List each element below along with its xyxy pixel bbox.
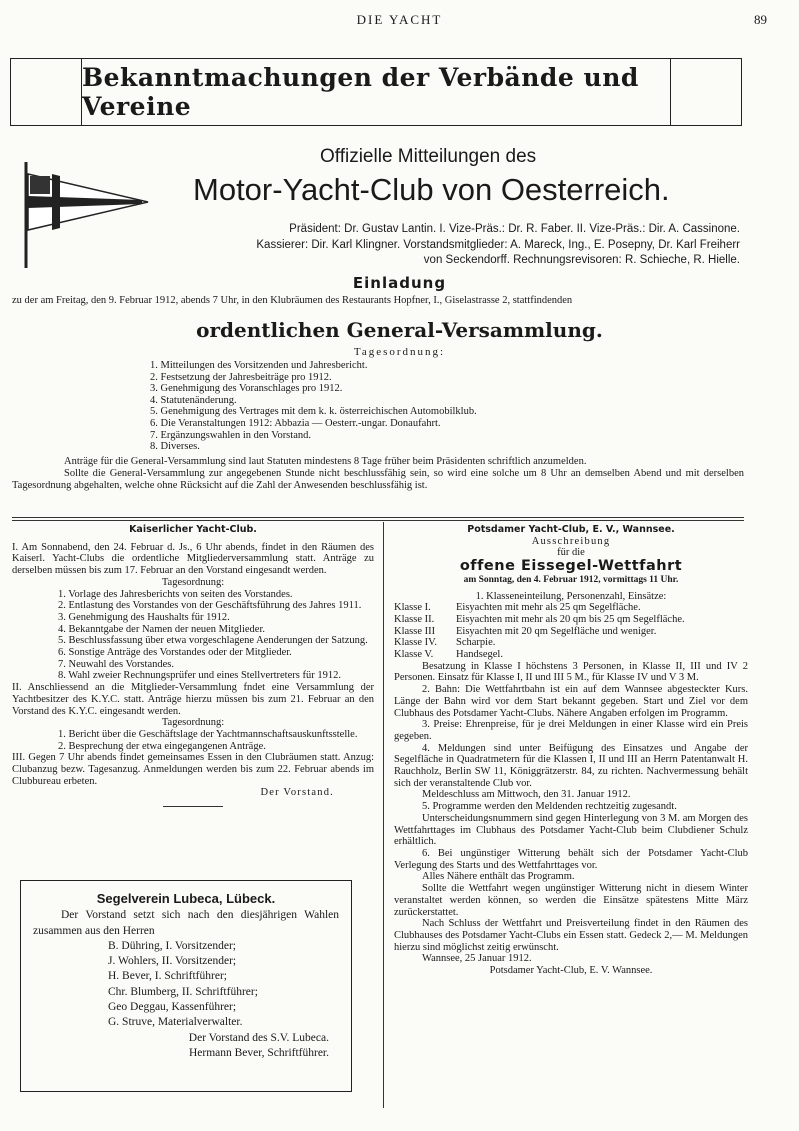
banner-title: Bekanntmachungen der Verbände und Vereine (82, 63, 639, 121)
potsdam-signature: Potsdamer Yacht-Club, E. V. Wannsee. (489, 965, 653, 977)
lubeca-notice (20, 880, 352, 1092)
lubeca-member: J. Wohlers, II. Vorsitzender; (108, 955, 237, 968)
meeting-title: ordentlichen General-Versammlung. (196, 318, 603, 342)
agenda-item: 5. Genehmigung des Vertrages mit dem k. k. österreichischen Automobilklub. (150, 406, 477, 418)
race-place-date: Wannsee, 25 Januar 1912. (422, 953, 532, 965)
kyc-paragraph: I. Am Sonnabend, den 24. Februar d. Js., 6 Uhr abends, findet in den Räumen des Kaiserl. Yacht-Clubs die ordentliche Mitgliederversammlung statt. Anträge zu derselben müssen bis zum 17. Februar an den Vorstand eingesandt werden. (12, 541, 374, 577)
kyc-agenda-item: 2. Besprechung der etwa eingegangenen Anträge. (58, 740, 266, 752)
officers-line: Kassierer: Dir. Karl Klingner. Vorstandsmitglieder: A. Mareck, Ing., E. Posepny, Dr. Karl Freiherr (256, 238, 740, 251)
class-row (394, 602, 748, 614)
race-paragraph: Unterscheidungsnummern sind gegen Hinterlegung von 3 M. am Morgen des Wettfahrttages im Clubhaus des Potsdamer Yacht-Club beim Clubdiener Schulz erhältlich. (394, 812, 748, 848)
class-row (394, 614, 748, 626)
agenda-item: 3. Genehmigung des Voranschlages pro 1912. (150, 383, 343, 395)
short-divider (163, 806, 223, 807)
section-banner (10, 58, 742, 126)
kyc-paragraph: II. Anschliessend an die Mitglieder-Versammlung fndet eine Versammlung der Yachtbesitzer des K.Y.C. statt. Anträge hierzu müssen bis zum 21. Februar an den Vorstand des K.Y.C. eingesandt werden. (12, 682, 374, 717)
race-paragraph: Nach Schluss der Wettfahrt und Preisverteilung findet in den Räumen des Clubhauses des Potsdamer Yacht-Clubs ein Essen statt. Gedeck 2,— M. Meldungen hierzu sind möglichst zeitig erwünscht. (394, 918, 748, 953)
potsdam-subtitle: für die (557, 547, 585, 559)
race-paragraph: 3. Preise: Ehrenpreise, für je drei Meldungen in einer Klasse wird ein Preis gegeben. (394, 719, 748, 742)
kyc-signature: Der Vorstand. (260, 787, 334, 799)
class-desc: Eisyachten mit mehr als 20 qm bis 25 qm Segelfläche. (456, 613, 685, 625)
invitation-heading: Einladung (352, 274, 447, 292)
officers-line: Präsident: Dr. Gustav Lantin. I. Vize-Präs.: Dr. R. Faber. II. Vize-Präs.: Dir. A. Cassinone. (289, 223, 740, 235)
lubeca-member: Geo Deggau, Kassenführer; (108, 1001, 237, 1014)
race-paragraph: 4. Meldungen sind unter Beifügung des Einsatzes und Angabe der Segelfläche in Quadratmetern für die Klassen I, II und III an Herrn Patentanwalt H. Rauchholz, Berlin SW 11, Königgrätzerstr. 84, zu richten. Nachvermessung behält sich der veranstaltende Club vor. (394, 742, 748, 789)
kyc-agenda-item: 4. Bekanntgabe der Namen der neuen Mitglieder. (58, 623, 266, 635)
kyc-paragraph: III. Gegen 7 Uhr abends findet gemeinsames Essen in den Clubräumen statt. Anzug: Clubanzug bezw. Tagesanzug. Anmeldungen werden bis zum 22. Februar abends im Clubbureau erbeten. (12, 752, 374, 787)
kyc-agenda-heading: Tagesordnung: (161, 717, 225, 729)
race-paragraph: Besatzung in Klasse I höchstens 3 Personen, in Klasse II, III und IV 2 Personen. Einsatz für Klasse I, II und III 5 M., für Klasse IV und V 3 M. (394, 660, 748, 684)
lubeca-title: Segelverein Lubeca, Lübeck. (96, 891, 276, 906)
agenda-item: 2. Festsetzung der Jahresbeiträge pro 1912. (150, 371, 332, 383)
column-divider (383, 522, 384, 1108)
agenda-item: 1. Mitteilungen des Vorsitzenden und Jahresbericht. (150, 360, 368, 371)
class-name: Klasse V. (394, 649, 434, 661)
potsdam-notice (394, 524, 748, 977)
class-desc: Eisyachten mit mehr als 25 qm Segelfläche. (456, 602, 641, 614)
kyc-agenda-item: 7. Neuwahl des Vorstandes. (58, 658, 174, 670)
agenda-item: 4. Statutenänderung. (150, 394, 237, 406)
club-name: Motor-Yacht-Club von Oesterreich. (193, 172, 670, 207)
kyc-agenda-item: 1. Bericht über die Geschäftslage der Yachtmannschaftsauskunftsstelle. (58, 728, 358, 740)
closing-paragraph: Anträge für die General-Versammlung sind laut Statuten mindestens 8 Tage früher beim Präsidenten schriftlich anzumelden. (64, 456, 587, 467)
class-name: Klasse II. (394, 613, 435, 625)
agenda-item: 6. Die Veranstaltungen 1912: Abbazia — Oesterr.-ungar. Donaufahrt. (150, 417, 441, 429)
agenda-heading: Tagesordnung: (353, 346, 446, 358)
lubeca-member: H. Bever, I. Schriftführer; (108, 970, 227, 983)
class-name: Klasse IV. (394, 637, 437, 649)
agenda-list (150, 360, 477, 453)
potsdam-title: Potsdamer Yacht-Club, E. V., Wannsee. (467, 524, 675, 535)
kyc-agenda-item: 8. Wahl zweier Rechnungsprüfer und eines Stellvertreters für 1912. (58, 670, 341, 682)
agenda-item: 8. Diverses. (150, 441, 200, 453)
race-title: offene Eissegel-Wettfahrt (459, 558, 683, 575)
race-paragraph: 5. Programme werden den Meldenden rechtzeitig zugesandt. (422, 801, 677, 813)
lubeca-member: B. Dühring, I. Vorsitzender; (108, 939, 236, 952)
club-prefix: Offizielle Mitteilungen des (320, 146, 537, 167)
agenda-item: 7. Ergänzungswahlen in den Vorstand. (150, 429, 311, 441)
class-name: Klasse I. (394, 602, 431, 614)
class-row (394, 649, 748, 661)
kyc-agenda-item: 5. Beschlussfassung über etwa vorgeschlagene Aenderungen der Satzung. (58, 635, 368, 647)
race-date: am Sonntag, den 4. Februar 1912, vormittags 11 Uhr. (463, 574, 679, 585)
class-row (394, 626, 748, 638)
kyc-agenda-item: 6. Sonstige Anträge des Vorstandes oder der Mitglieder. (58, 647, 292, 659)
kyc-notice (12, 524, 374, 807)
lubeca-member: Chr. Blumberg, II. Schriftführer; (108, 985, 258, 998)
lubeca-intro: Der Vorstand setzt sich nach den diesjährigen Wahlen zusammen aus den Herren (33, 909, 339, 937)
club-pennant-icon (22, 160, 152, 270)
lubeca-signature: Hermann Bever, Schriftführer. (188, 1046, 329, 1059)
kyc-agenda-item: 2. Entlastung des Vorstandes von der Geschäftsführung des Jahres 1911. (58, 600, 362, 612)
journal-title: DIE YACHT (356, 12, 443, 27)
race-paragraph: Meldeschluss am Mittwoch, den 31. Januar 1912. (422, 789, 631, 801)
class-desc: Eisyachten mit 20 qm Segelfläche und weniger. (456, 625, 657, 637)
section-divider (12, 517, 744, 518)
kyc-title: Kaiserlicher Yacht-Club. (129, 524, 257, 535)
lubeca-member: G. Struve, Materialverwalter. (108, 1016, 243, 1029)
section-divider (12, 520, 744, 521)
club-officers (140, 222, 740, 269)
kyc-agenda-item: 1. Vorlage des Jahresberichts von seiten des Vorstandes. (58, 588, 293, 600)
race-paragraph: 6. Bei ungünstiger Witterung behält sich der Potsdamer Yacht-Club Verlegung des Starts und des Wettfahrttages vor. (394, 847, 748, 871)
kyc-agenda-item: 3. Genehmigung des Haushalts für 1912. (58, 611, 230, 623)
kyc-agenda-heading: Tagesordnung: (161, 576, 225, 588)
closing-paragraph: Sollte die General-Versammlung zur angegebenen Stunde nicht beschlussfähig sein, so wird eine solche um 8 Uhr an demselben Abend und mit derselben Tagesordnung abgehalten, welche ohne Rücksicht auf die Zahl der Anwesenden beschlussfähig ist. (12, 468, 744, 491)
lubeca-signature: Der Vorstand des S.V. Lubeca. (188, 1031, 329, 1044)
race-paragraph: Sollte die Wettfahrt wegen ungünstiger Witterung nicht in diesem Winter veranstaltet werden können, so werden die Einsätze spätestens Mitte März zurückerstattet. (394, 883, 748, 918)
officers-line: von Seckendorff. Rechnungsrevisoren: R. Schieche, R. Hielle. (423, 254, 740, 266)
race-paragraph: 2. Bahn: Die Wettfahrtbahn ist ein auf dem Wannsee abgesteckter Kurs. Länge der Bahn wird vor dem Start bekannt gegeben. Start und Ziel vor dem Clubhaus des Potsdamer Yacht-Clubs. Nähere Angaben erfolgen im Programm. (394, 684, 748, 719)
invitation-text: zu der am Freitag, den 9. Februar 1912, abends 7 Uhr, in den Klubräumen des Restaurants Hopfner, I., Giselastrasse 2, stattfindenden (12, 295, 573, 306)
class-name: Klasse III (394, 625, 436, 637)
race-paragraph: Alles Nähere enthält das Programm. (422, 871, 575, 883)
page-number: 89 (754, 12, 767, 27)
potsdam-subtitle: Ausschreibung (531, 535, 611, 547)
class-heading: 1. Klasseneinteilung, Personenzahl, Einsätze: (475, 590, 667, 602)
invitation-closing (12, 456, 744, 492)
class-row (394, 637, 748, 649)
class-desc: Scharpie. (456, 637, 496, 649)
class-desc: Handsegel. (456, 649, 503, 661)
